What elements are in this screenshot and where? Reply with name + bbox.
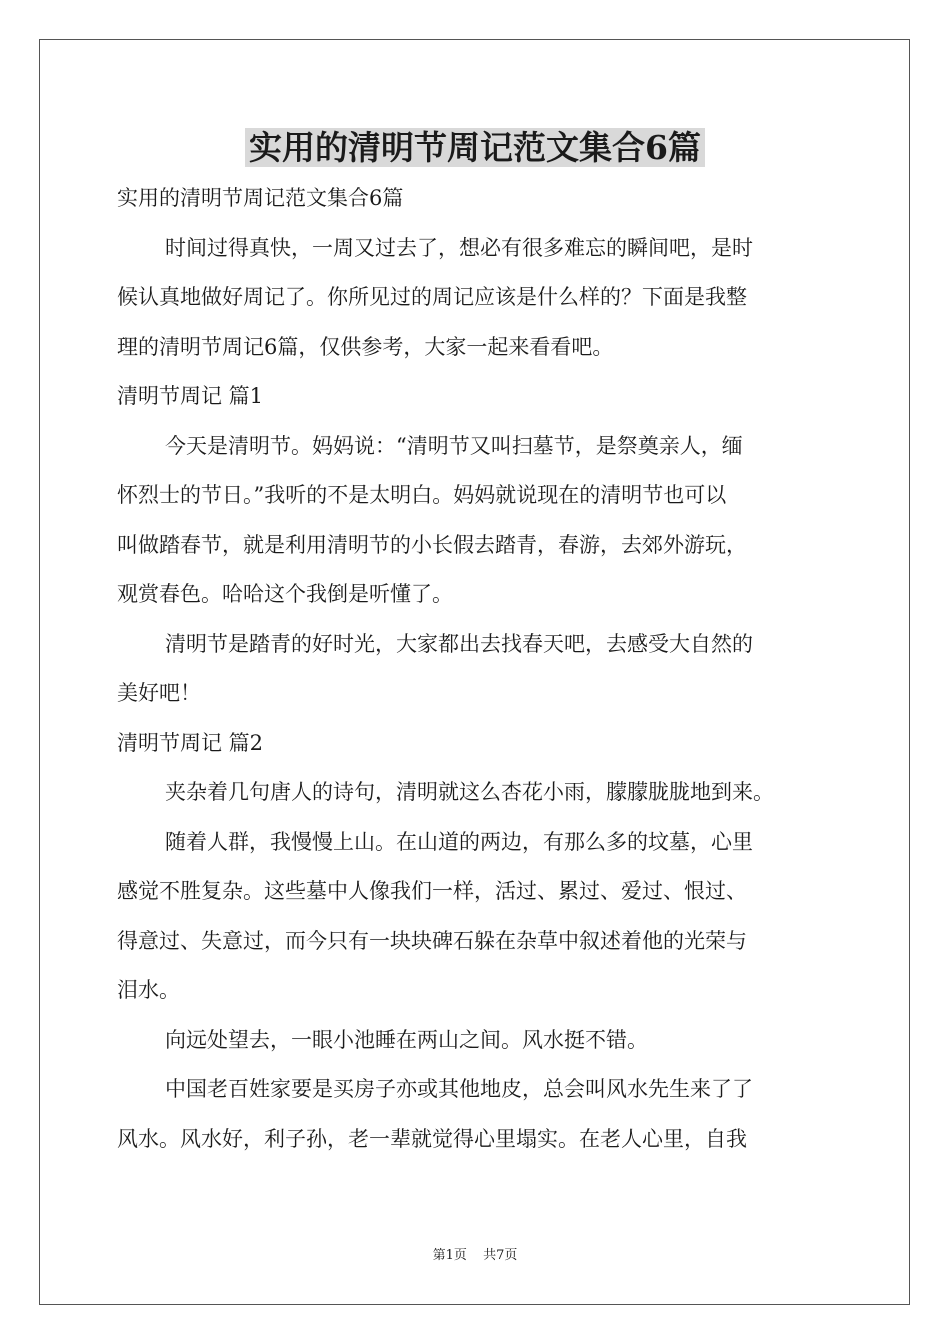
page-footer [0,1246,950,1266]
text-line: 风水。风水好，利子孙，老一辈就觉得心里塌实。在老人心里，自我 [117,1126,747,1151]
page-number: 第1页 [432,1248,467,1263]
text-line: 今天是清明节。妈妈说：“清明节又叫扫墓节，是祭奠亲人，缅 [165,433,743,458]
document-title-text: 实用的清明节周记范文集合6篇 [245,128,705,167]
text-line: 向远处望去，一眼小池睡在两山之间。风水挺不错。 [165,1027,648,1052]
text-line: 感觉不胜复杂。这些墓中人像我们一样，活过、累过、爱过、恨过、 [117,879,747,903]
text-line: 叫做踏春节，就是利用清明节的小长假去踏青，春游，去郊外游玩， [117,532,747,557]
text-line: 观赏春色。哈哈这个我倒是听懂了。 [117,582,453,606]
text-line: 美好吧！ [117,681,201,705]
text-line: 得意过、失意过，而今只有一块块碑石躲在杂草中叙述着他的光荣与 [117,928,747,953]
text-line: 怀烈士的节日。”我听的不是太明白。妈妈就说现在的清明节也可以 [117,483,727,507]
text-line: 中国老百姓家要是买房子亦或其他地皮，总会叫风水先生来了了 [165,1077,753,1101]
text-line: 实用的清明节周记范文集合6篇 [117,186,404,210]
text-line: 候认真地做好周记了。你所见过的周记应该是什么样的？下面是我整 [117,285,747,309]
text-line: 清明节周记 篇1 [117,384,264,408]
document-title [0,124,950,172]
document-body [117,174,837,1164]
text-line: 清明节是踏青的好时光，大家都出去找春天吧，去感受大自然的 [165,631,753,656]
text-line: 清明节周记 篇2 [117,730,264,755]
text-line: 泪水。 [117,978,180,1002]
text-line: 时间过得真快，一周又过去了，想必有很多难忘的瞬间吧，是时 [165,235,753,260]
text-line: 夹杂着几句唐人的诗句，清明就这么杏花小雨，朦朦胧胧地到来。 [165,780,774,804]
page-total: 共7页 [483,1248,518,1263]
text-line: 随着人群，我慢慢上山。在山道的两边，有那么多的坟墓，心里 [165,829,753,854]
text-line: 理的清明节周记6篇，仅供参考，大家一起来看看吧。 [117,334,614,359]
